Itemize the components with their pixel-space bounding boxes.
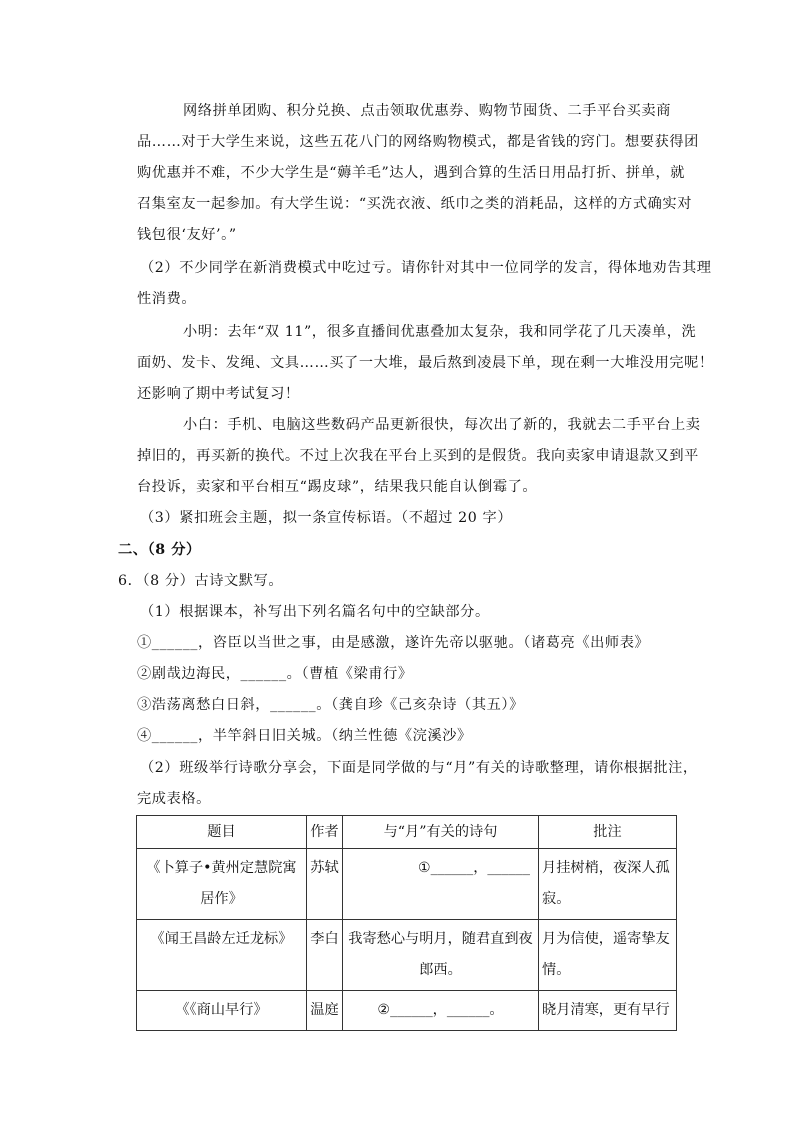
table-cell: ①______，______: [343, 849, 539, 920]
paragraph-line: 购优惠并不难，不少大学生是“薅羊毛”达人，遇到合算的生活日用品打折、拼单，就: [137, 165, 686, 181]
table-header-row: [137, 816, 677, 849]
table-cell: 月为信使，遥寄挚友情。: [539, 920, 677, 991]
quote-line: 小明：去年“双 11”，很多直播间优惠叠加太复杂，我和同学花了几天凑单，洗: [183, 324, 697, 340]
table-cell: 《卜算子•黄州定慧院寓居作》: [137, 849, 307, 920]
table-cell: 月挂树梢，夜深人孤寂。: [539, 849, 677, 920]
table-cell: 李白: [307, 920, 343, 991]
table-cell: 温庭: [307, 991, 343, 1031]
poem-table: [136, 815, 677, 1031]
table-cell: ②______，______。: [343, 991, 539, 1031]
quote-line: 台投诉，卖家和平台相互“踢皮球”，结果我只能自认倒霉了。: [137, 479, 538, 495]
section-heading: 二、（8 分）: [118, 542, 201, 558]
quote-line: 小白：手机、电脑这些数码产品更新很快，每次出了新的，我就去二手平台上卖: [183, 417, 701, 433]
quote-line: 面奶、发卡、发绳、文具……买了一大堆，最后熬到凌晨下单，现在剩一大堆没用完呢！: [137, 355, 714, 371]
fill-blank-item: ④______，半竿斜日旧关城。（纳兰性德《浣溪沙》: [137, 728, 472, 744]
question-line: 完成表格。: [137, 791, 211, 807]
question-line: （3）紧扣班会主题，拟一条宣传标语。（不超过 20 字）: [140, 510, 513, 526]
question-line: （2）不少同学在新消费模式中吃过亏。请你针对其中一位同学的发言，得体地劝告其理: [140, 260, 712, 276]
fill-blank-item: ②剧哉边海民，______。（曹植《梁甫行》: [137, 666, 413, 682]
table-header: 批注: [539, 816, 677, 849]
fill-blank-item: ①______，咨臣以当世之事，由是感激，遂许先帝以驱驰。（诸葛亮《出师表》: [137, 635, 650, 651]
table-cell: 《《商山早行》: [137, 991, 307, 1031]
quote-line: 还影响了期中考试复习！: [137, 386, 300, 402]
table-cell: 晓月清寒，更有早行: [539, 991, 677, 1031]
paragraph-line: 召集室友一起参加。有大学生说：“买洗衣液、纸巾之类的消耗品，这样的方式确实对: [137, 196, 692, 212]
table-row: [137, 991, 677, 1031]
paragraph-line: 钱包很‘友好’。”: [137, 227, 237, 243]
table-cell: 苏轼: [307, 849, 343, 920]
fill-blank-item: ③浩荡离愁白日斜，______。（龚自珍《己亥杂诗（其五）》: [137, 697, 524, 713]
table-row: [137, 849, 677, 920]
question-title: 6．（8 分）古诗文默写。: [118, 573, 284, 589]
paragraph-line: 品……对于大学生来说，这些五花八门的网络购物模式，都是省钱的窍门。想要获得团: [137, 134, 699, 150]
table-row: [137, 920, 677, 991]
table-cell: 《闻王昌龄左迁龙标》: [137, 920, 307, 991]
question-line: 性消费。: [137, 291, 197, 307]
table-cell: 我寄愁心与明月，随君直到夜郎西。: [343, 920, 539, 991]
table-header: 题目: [137, 816, 307, 849]
table-header: 作者: [307, 816, 343, 849]
question-line: （2）班级举行诗歌分享会，下面是同学做的与“月”有关的诗歌整理，请你根据批注，: [140, 760, 698, 776]
quote-line: 掉旧的，再买新的换代。不过上次我在平台上买到的是假货。我向卖家申请退款又到平: [137, 448, 699, 464]
question-line: （1）根据课本，补写出下列名篇名句中的空缺部分。: [140, 604, 490, 620]
paragraph-line: 网络拼单团购、积分兑换、点击领取优惠券、购物节囤货、二手平台买卖商: [183, 103, 671, 119]
table-header: 与“月”有关的诗句: [343, 816, 539, 849]
